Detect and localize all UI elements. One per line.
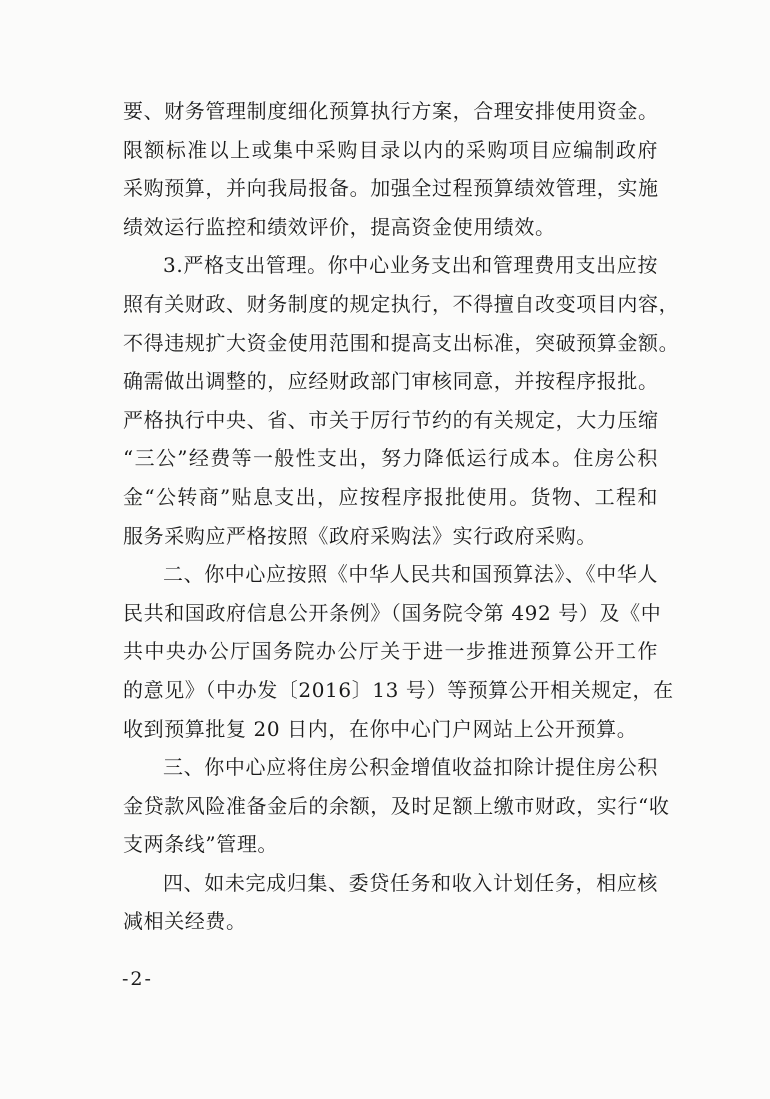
text-line: 照有关财政、财务制度的规定执行，不得擅自改变项目内容，: [123, 291, 680, 316]
text-line: 服务采购应严格按照《政府采购法》实行政府采购。: [123, 523, 597, 548]
text-line: 采购预算，并向我局报备。加强全过程预算绩效管理，实施: [123, 176, 659, 201]
text-line: 共中央办公厅国务院办公厅关于进一步推进预算公开工作: [123, 639, 658, 664]
text-line: 金“公转商”贴息支出，应按程序报批使用。货物、工程和: [123, 484, 658, 509]
text-line: 的意见》（中办发〔2016〕13 号）等预算公开相关规定，在: [123, 677, 674, 702]
text-line: 三、你中心应将住房公积金增值收益扣除计提住房公积: [163, 755, 658, 780]
text-line: 支两条线”管理。: [123, 832, 279, 857]
page-number: -2-: [122, 968, 153, 990]
text-line: 不得违规扩大资金使用范围和提高支出标准，突破预算金额。: [123, 330, 680, 355]
text-line: 金贷款风险准备金后的余额，及时足额上缴市财政，实行“收: [123, 793, 670, 818]
text-line: 要、财务管理制度细化预算执行方案，合理安排使用资金。: [123, 99, 659, 123]
text-line: 民共和国政府信息公开条例》（国务院令第 492 号）及《中: [123, 600, 662, 625]
text-line: “三公”经费等一般性支出，努力降低运行成本。住房公积: [123, 446, 658, 471]
text-line: 绩效运行监控和绩效评价，提高资金使用绩效。: [123, 214, 556, 239]
text-line: 确需做出调整的，应经财政部门审核同意，并按程序报批。: [123, 369, 659, 394]
text-line: 减相关经费。: [123, 909, 247, 934]
text-line: 收到预算批复 20 日内，在你中心门户网站上公开预算。: [123, 716, 638, 741]
text-line: 四、如未完成归集、委贷任务和收入计划任务，相应核: [163, 870, 658, 895]
body-text: [123, 92, 680, 941]
text-line: 3.严格支出管理。你中心业务支出和管理费用支出应按: [163, 253, 658, 278]
text-line: 严格执行中央、省、市关于厉行节约的有关规定，大力压缩: [123, 407, 659, 432]
text-line: 二、你中心应按照《中华人民共和国预算法》、《中华人: [163, 562, 658, 587]
text-line: 限额标准以上或集中采购目录以内的采购项目应编制政府: [123, 137, 658, 162]
